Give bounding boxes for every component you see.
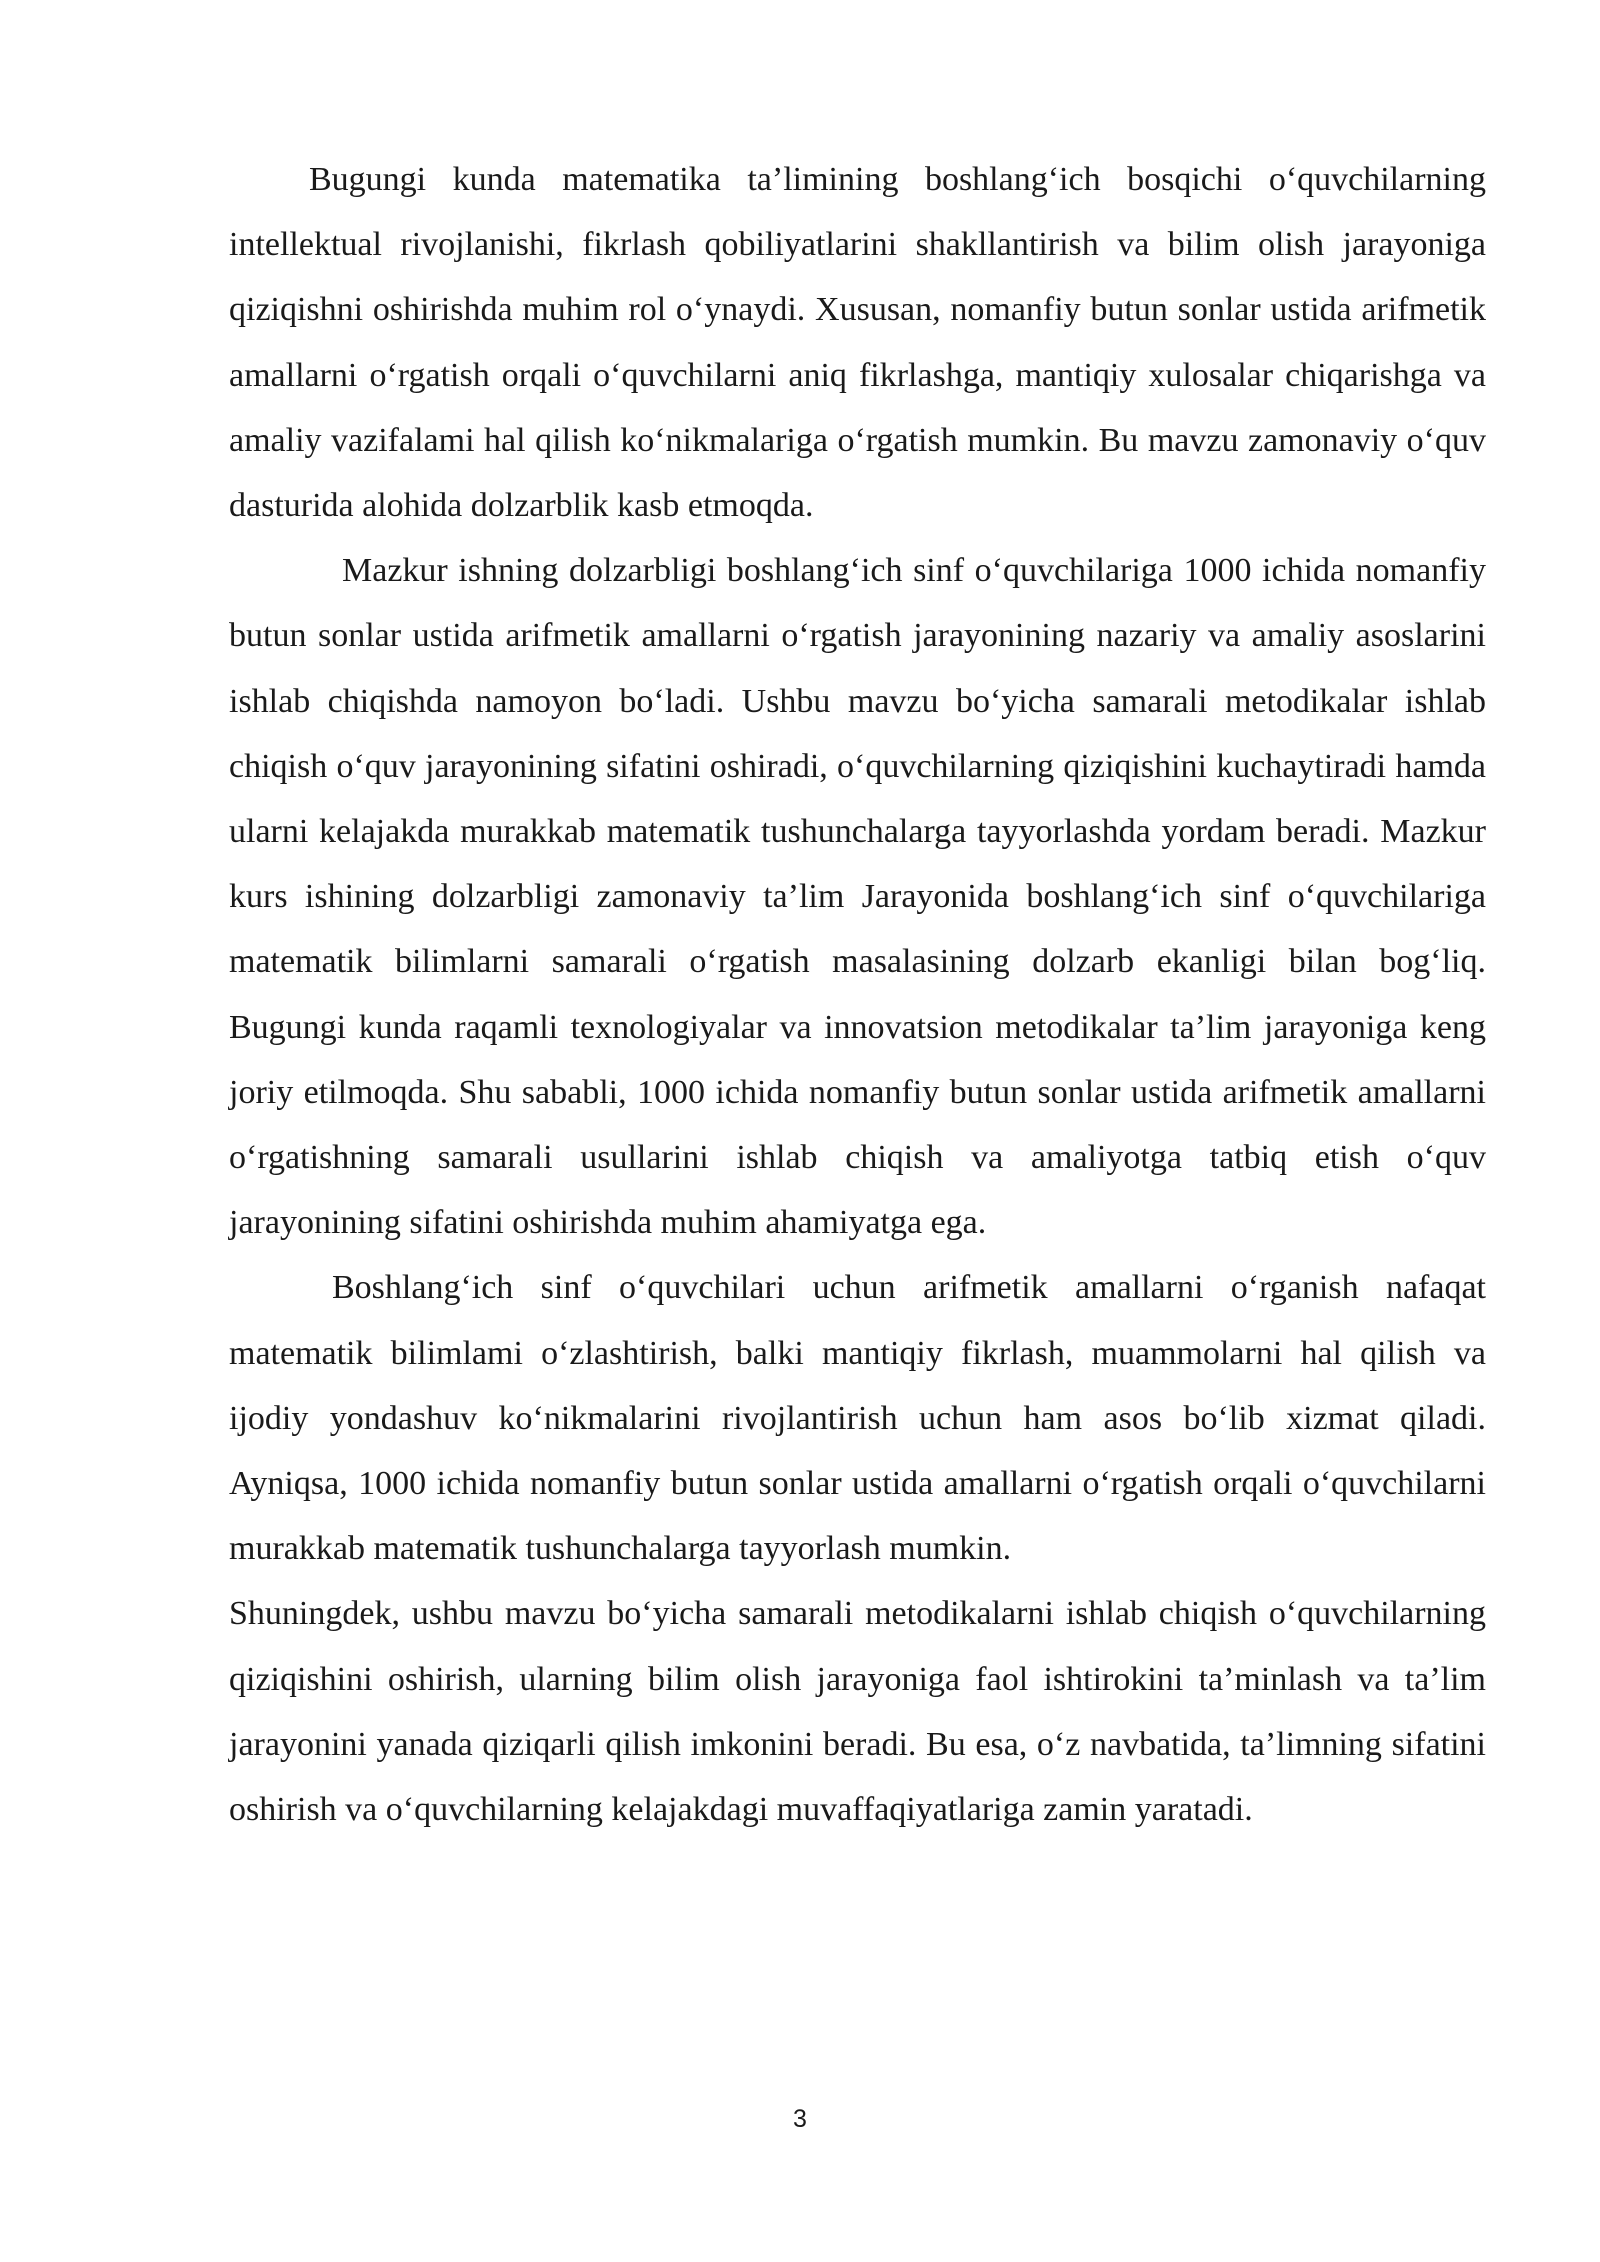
paragraph-4: Shuningdek, ushbu mavzu bo‘yicha samarali metodikalarni ishlab chiqish o‘quvchilarning qiziqishini oshirish, ularning bilim olish jarayoniga faol ishtirokini ta’minlash va ta’lim jarayonini yanada qiziqarli qilish imkonini beradi. Bu esa, o‘z navbatida, ta’limning sifatini oshirish va o‘quvchilarning kelajakdagi muvaffaqiyatlariga zamin yaratadi.	[229, 1595, 1486, 1829]
paragraph-2: Mazkur ishning dolzarbligi boshlang‘ich sinf o‘quvchilariga 1000 ichida nomanfiy butun sonlar ustida arifmetik amallarni o‘rgatish jarayonining nazariy va amaliy asoslarini ishlab chiqishda namoyon bo‘ladi. Ushbu mavzu bo‘yicha samarali metodikalar ishlab chiqish o‘quv jarayonining sifatini oshiradi, o‘quvchilarning qiziqishini kuchaytiradi hamda ularni kelajakda murakkab matematik tushunchalarga tayyorlashda yordam beradi. Mazkur kurs ishining dolzarbligi zamonaviy ta’lim Jarayonida boshlang‘ich sinf o‘quvchilariga matematik bilimlarni samarali o‘rgatish masalasining dolzarb ekanligi bilan bog‘liq. Bugungi kunda raqamli texnologiyalar va innovatsion metodikalar ta’lim jarayoniga keng joriy etilmoqda. Shu sababli, 1000 ichida nomanfiy butun sonlar ustida arifmetik amallarni o‘rgatishning samarali usullarini ishlab chiqish va amaliyotga tatbiq etish o‘quv jarayonining sifatini oshirishda muhim ahamiyatga ega.	[229, 552, 1486, 1242]
page-number: 3	[793, 2105, 807, 2133]
paragraph-1: Bugungi kunda matematika ta’limining boshlang‘ich bosqichi o‘quvchilarning intellektual rivojlanishi, fikrlash qobiliyatlarini shakllantirish va bilim olish jarayoniga qiziqishni oshirishda muhim rol o‘ynaydi. Xususan, nomanfiy butun sonlar ustida arifmetik amallarni o‘rgatish orqali o‘quvchilarni aniq fikrlashga, mantiqiy xulosalar chiqarishga va amaliy vazifalami hal qilish ko‘nikmalariga o‘rgatish mumkin. Bu mavzu zamonaviy o‘quv dasturida alohida dolzarblik kasb etmoqda.	[229, 161, 1486, 525]
body-text	[229, 147, 1486, 1842]
paragraph-3: Boshlang‘ich sinf o‘quvchilari uchun arifmetik amallarni o‘rganish nafaqat matematik bilimlami o‘zlashtirish, balki mantiqiy fikrlash, muammolarni hal qilish va ijodiy yondashuv ko‘nikmalarini rivojlantirish uchun ham asos bo‘lib xizmat qiladi. Ayniqsa, 1000 ichida nomanfiy butun sonlar ustida amallarni o‘rgatish orqali o‘quvchilarni murakkab matematik tushunchalarga tayyorlash mumkin.	[229, 1269, 1486, 1568]
